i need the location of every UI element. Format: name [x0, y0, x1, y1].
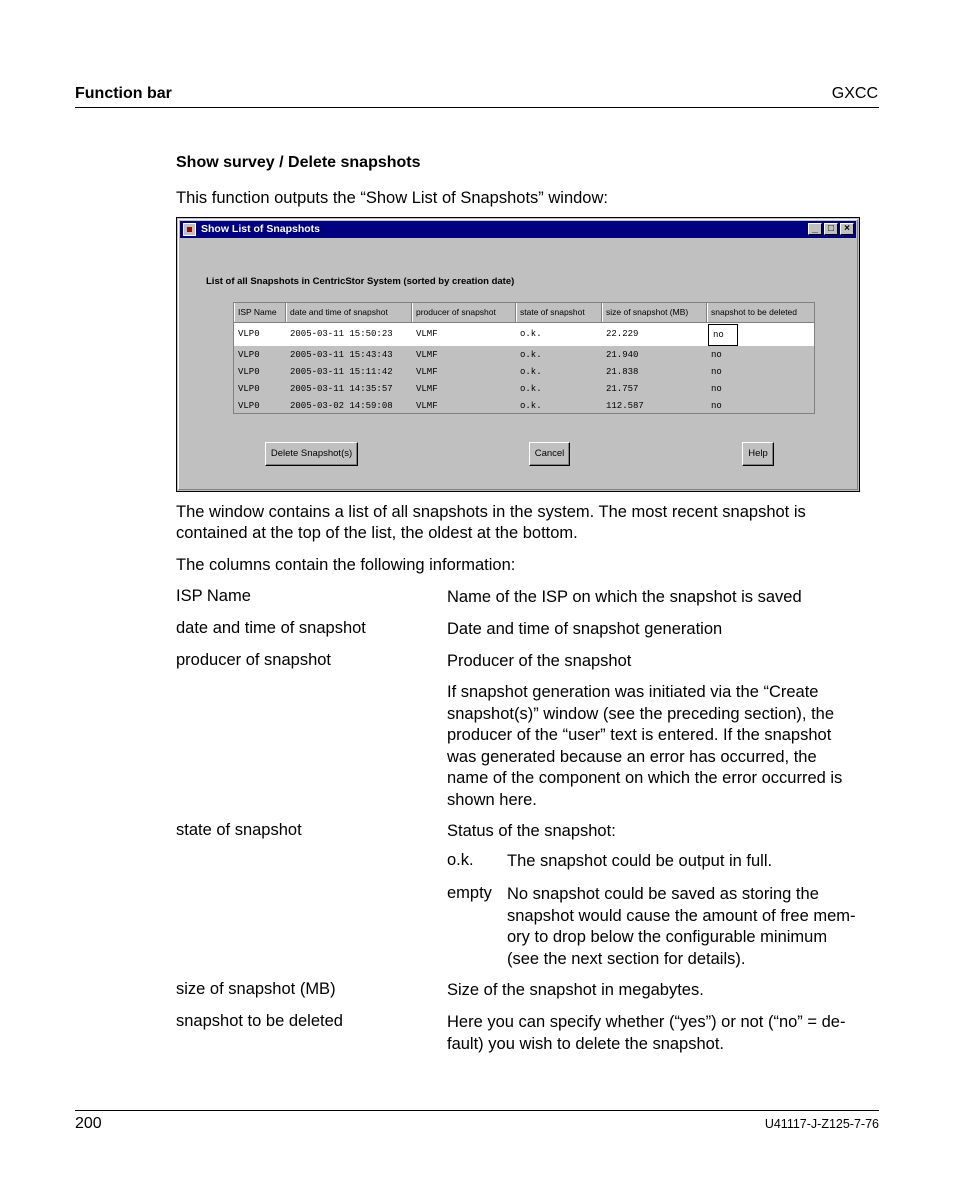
cell-to-delete[interactable]: no: [711, 367, 722, 377]
cell-size: 21.940: [606, 350, 639, 360]
text-line: Here you can specify whether (“yes”) or not (“no” = de-: [447, 1013, 846, 1031]
text-line: was generated because an error has occurred, the: [447, 747, 817, 766]
cell-state: o.k.: [520, 329, 542, 339]
def-state: Status of the snapshot:: [447, 822, 616, 840]
cell-date-time: 2005-03-11 15:11:42: [290, 367, 393, 377]
text-line: snapshot(s)” window (see the preceding section), the: [447, 704, 835, 723]
term-date-time: date and time of snapshot: [176, 619, 366, 637]
window-title: Show List of Snapshots: [201, 223, 321, 235]
table-row[interactable]: [234, 323, 814, 346]
def-isp-name: Name of the ISP on which the snapshot is saved: [447, 588, 802, 606]
text-line: ory to drop below the configurable minimum: [507, 928, 828, 946]
running-header-product: GXCC: [831, 85, 878, 102]
cell-state: o.k.: [520, 401, 542, 411]
doc-id: U41117-J-Z125-7-76: [764, 1117, 879, 1131]
cell-isp-name: VLP0: [238, 384, 260, 394]
table-row[interactable]: [234, 398, 814, 415]
cell-size: 21.757: [606, 384, 639, 394]
text-line: shown here.: [447, 790, 537, 809]
state-term-ok: o.k.: [447, 851, 474, 869]
cell-date-time: 2005-03-11 15:50:23: [290, 329, 393, 339]
term-producer: producer of snapshot: [176, 651, 332, 669]
column-header-producer[interactable]: producer of snapshot: [412, 303, 516, 322]
state-term-empty: empty: [447, 884, 492, 902]
term-isp-name: ISP Name: [176, 587, 251, 605]
header-rule: [75, 107, 879, 108]
cell-isp-name: VLP0: [238, 401, 260, 411]
cell-producer: VLMF: [416, 401, 438, 411]
table-row[interactable]: [234, 381, 814, 398]
text-line: fault) you wish to delete the snapshot.: [447, 1034, 725, 1053]
column-header-state[interactable]: state of snapshot: [516, 303, 602, 322]
footer-rule: [75, 1110, 879, 1111]
maximize-icon[interactable]: □: [824, 223, 838, 235]
cell-isp-name: VLP0: [238, 329, 260, 339]
help-button[interactable]: Help: [742, 442, 774, 466]
text-line: No snapshot could be saved as storing the: [507, 885, 819, 903]
app-icon: [183, 223, 196, 236]
term-to-delete: snapshot to be deleted: [176, 1012, 343, 1030]
table-row[interactable]: [234, 347, 814, 364]
list-label: List of all Snapshots in CentricStor System (sorted by creation date): [206, 276, 515, 287]
delete-snapshots-button[interactable]: Delete Snapshot(s): [265, 442, 358, 466]
cell-to-delete[interactable]: no: [711, 350, 722, 360]
cell-to-delete[interactable]: no: [711, 401, 722, 411]
table-header: [234, 303, 814, 323]
column-header-to-delete[interactable]: snapshot to be deleted: [707, 303, 814, 322]
cell-producer: VLMF: [416, 350, 438, 360]
cell-isp-name: VLP0: [238, 350, 260, 360]
cell-producer: VLMF: [416, 367, 438, 377]
table-row[interactable]: [234, 364, 814, 381]
page-number: 200: [75, 1115, 102, 1132]
window-titlebar: [180, 221, 856, 238]
cell-state: o.k.: [520, 367, 542, 377]
snapshot-window: [176, 217, 860, 492]
cell-date-time: 2005-03-11 14:35:57: [290, 384, 393, 394]
cell-date-time: 2005-03-02 14:59:08: [290, 401, 393, 411]
cell-size: 22.229: [606, 329, 639, 339]
def-size: Size of the snapshot in megabytes.: [447, 981, 704, 999]
state-def-ok: The snapshot could be output in full.: [507, 852, 773, 870]
column-header-date-time[interactable]: date and time of snapshot: [286, 303, 412, 322]
text-line: (see the next section for details).: [507, 949, 746, 968]
cell-isp-name: VLP0: [238, 367, 260, 377]
cell-producer: VLMF: [416, 329, 438, 339]
cell-state: o.k.: [520, 384, 542, 394]
term-size: size of snapshot (MB): [176, 980, 336, 998]
to-delete-field[interactable]: no: [708, 324, 738, 346]
cell-state: o.k.: [520, 350, 542, 360]
snapshot-table: [233, 302, 815, 414]
section-title: Show survey / Delete snapshots: [176, 154, 421, 171]
paragraph-line: The window contains a list of all snapshots in the system. The most recent snapshot is: [176, 503, 806, 521]
text-line: producer of the “user” text is entered. If the snapshot: [447, 726, 832, 744]
text-line: name of the component on which the error occurred is: [447, 769, 843, 787]
column-header-isp-name[interactable]: ISP Name: [234, 303, 286, 322]
def-producer: Producer of the snapshot: [447, 652, 632, 670]
cell-size: 112.587: [606, 401, 644, 411]
running-header-section: Function bar: [75, 85, 172, 102]
state-def-empty: [507, 884, 883, 970]
cell-to-delete[interactable]: no: [711, 384, 722, 394]
text-line: If snapshot generation was initiated via the “Create: [447, 683, 819, 701]
cancel-button[interactable]: Cancel: [529, 442, 570, 466]
column-header-size[interactable]: size of snapshot (MB): [602, 303, 707, 322]
paragraph-line: contained at the top of the list, the oldest at the bottom.: [176, 524, 578, 542]
minimize-icon[interactable]: _: [808, 223, 822, 235]
term-state: state of snapshot: [176, 821, 302, 839]
def-date-time: Date and time of snapshot generation: [447, 620, 723, 638]
cell-producer: VLMF: [416, 384, 438, 394]
intro-text: This function outputs the “Show List of Snapshots” window:: [176, 189, 608, 207]
def-to-delete: [447, 1012, 882, 1055]
cell-date-time: 2005-03-11 15:43:43: [290, 350, 393, 360]
close-icon[interactable]: ×: [840, 223, 854, 235]
def-producer-detail: [447, 682, 882, 811]
paragraph-columns-intro: The columns contain the following information:: [176, 556, 516, 574]
cell-size: 21.838: [606, 367, 639, 377]
text-line: snapshot would cause the amount of free mem-: [507, 906, 856, 925]
